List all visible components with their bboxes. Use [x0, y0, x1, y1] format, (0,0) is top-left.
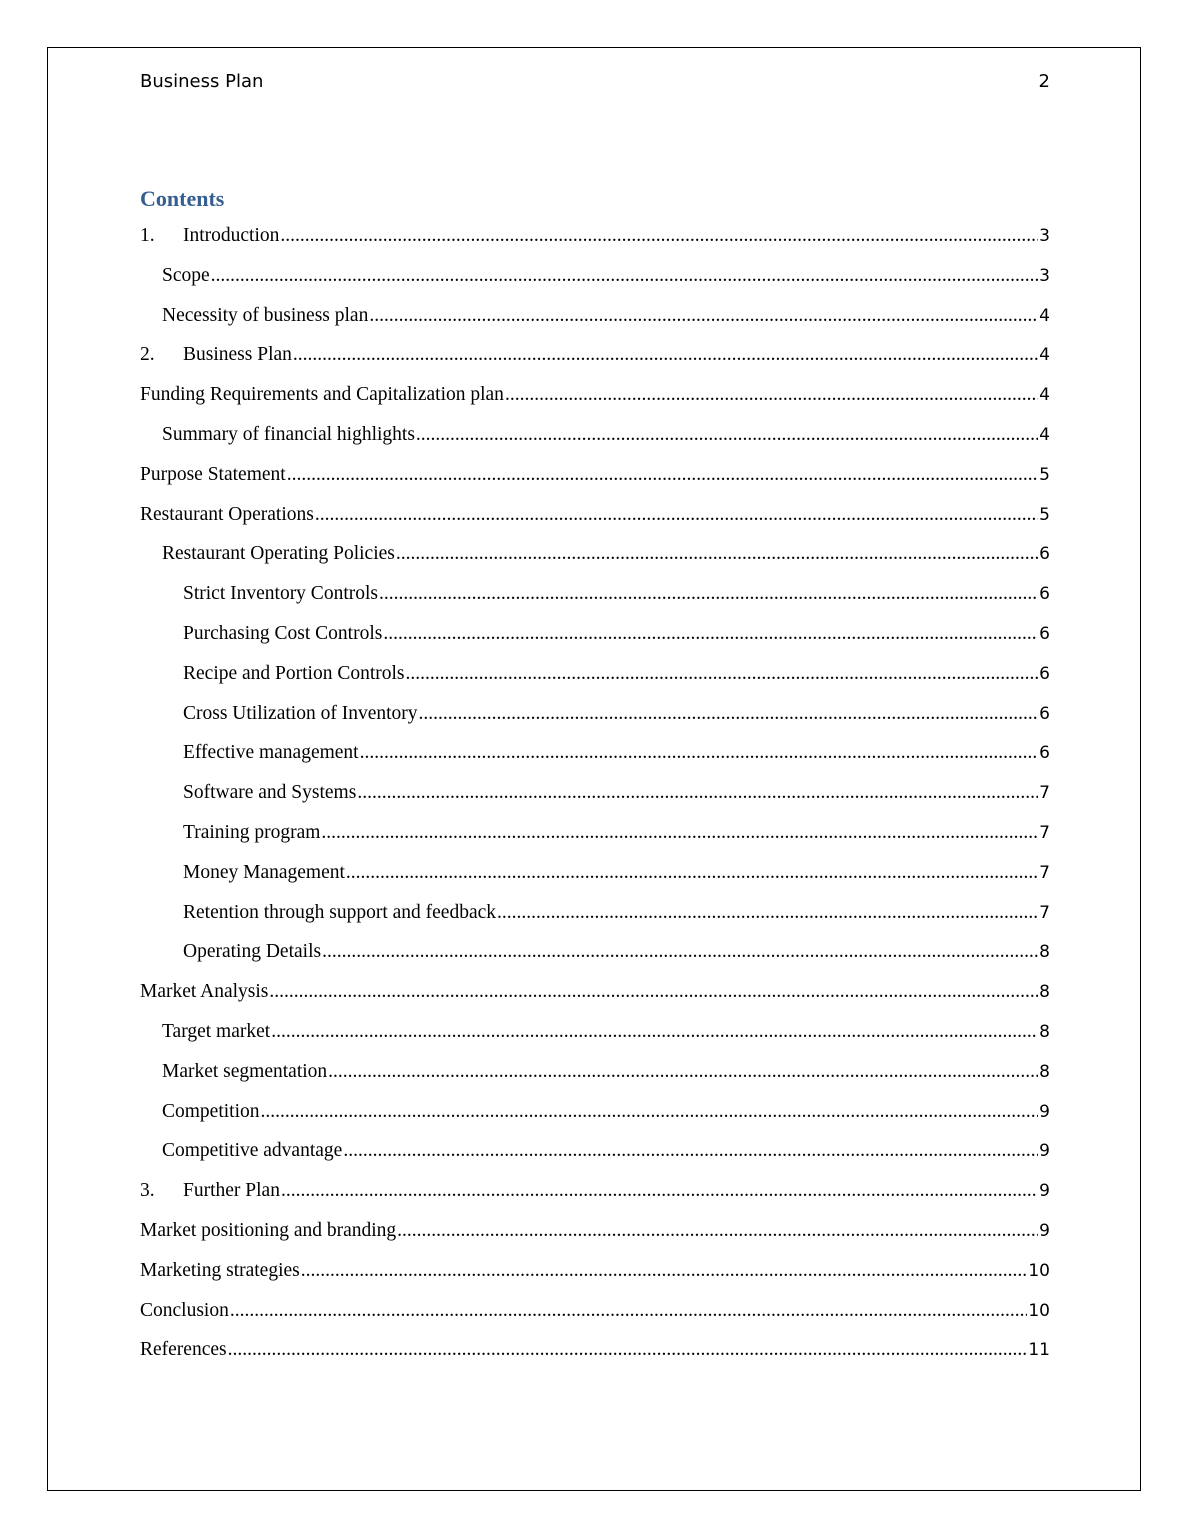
toc-entry[interactable]: [140, 703, 1050, 743]
toc-entry-page: 9: [1039, 1220, 1050, 1241]
toc-entry[interactable]: [140, 862, 1050, 902]
toc-entry-text: Scope: [162, 264, 210, 286]
table-of-contents: [140, 225, 1050, 1379]
toc-entry-text: Restaurant Operations: [140, 503, 314, 525]
toc-dot-leader: [315, 504, 1038, 526]
toc-entry-number: 3.: [140, 1180, 155, 1202]
toc-entry[interactable]: [140, 464, 1050, 504]
toc-entry-page: 8: [1039, 1061, 1050, 1082]
toc-entry[interactable]: [140, 902, 1050, 942]
toc-dot-leader: [396, 543, 1038, 565]
toc-entry[interactable]: [140, 384, 1050, 424]
toc-entry-text: Conclusion: [140, 1299, 229, 1321]
toc-entry[interactable]: [140, 583, 1050, 623]
toc-entry[interactable]: [140, 623, 1050, 663]
toc-entry-page: 8: [1039, 982, 1050, 1003]
toc-dot-leader: [497, 902, 1038, 924]
toc-entry[interactable]: [140, 1140, 1050, 1180]
toc-dot-leader: [346, 862, 1038, 884]
toc-dot-leader: [343, 1140, 1038, 1162]
toc-entry-page: 11: [1028, 1340, 1050, 1361]
toc-entry[interactable]: [140, 1220, 1050, 1260]
toc-entry-page: 3: [1039, 226, 1050, 246]
toc-dot-leader: [281, 1180, 1038, 1202]
toc-entry-page: 5: [1039, 504, 1050, 525]
toc-dot-leader: [406, 663, 1039, 685]
toc-entry[interactable]: [140, 344, 1050, 384]
toc-dot-leader: [379, 583, 1038, 605]
toc-dot-leader: [321, 822, 1038, 844]
toc-entry-page: 4: [1039, 345, 1050, 366]
toc-dot-leader: [261, 1101, 1039, 1123]
toc-entry-page: 10: [1028, 1300, 1050, 1321]
toc-entry[interactable]: [140, 1021, 1050, 1061]
toc-entry-text: Retention through support and feedback: [183, 901, 496, 923]
toc-entry-text: Necessity of business plan: [162, 304, 369, 326]
page-number: 2: [1038, 71, 1050, 92]
toc-entry-text: Funding Requirements and Capitalization plan: [140, 384, 504, 406]
toc-entry-text: Market Analysis: [140, 981, 269, 1003]
toc-entry-page: 7: [1039, 822, 1050, 843]
toc-dot-leader: [383, 623, 1038, 645]
toc-entry[interactable]: [140, 543, 1050, 583]
toc-entry[interactable]: [140, 663, 1050, 703]
toc-entry-page: 9: [1039, 1141, 1050, 1162]
toc-entry-page: 3: [1039, 265, 1050, 286]
toc-entry[interactable]: [140, 1300, 1050, 1340]
toc-dot-leader: [322, 941, 1038, 963]
toc-entry-page: 6: [1039, 703, 1050, 724]
toc-entry[interactable]: [140, 822, 1050, 862]
toc-entry-text: Operating Details: [183, 941, 322, 963]
toc-entry-page: 4: [1039, 305, 1050, 326]
toc-entry-text: Training program: [183, 821, 321, 843]
toc-dot-leader: [360, 742, 1039, 764]
toc-entry-text: Purpose Statement: [140, 463, 286, 485]
toc-entry-page: 9: [1039, 1101, 1050, 1122]
toc-entry[interactable]: [140, 1260, 1050, 1300]
toc-entry[interactable]: [140, 265, 1050, 305]
toc-dot-leader: [269, 981, 1038, 1003]
toc-entry-text: Competitive advantage: [162, 1140, 343, 1162]
toc-entry-text: Market segmentation: [162, 1060, 328, 1082]
toc-dot-leader: [271, 1021, 1038, 1043]
toc-entry-page: 7: [1039, 902, 1050, 923]
toc-entry-page: 5: [1039, 464, 1050, 485]
toc-dot-leader: [328, 1061, 1038, 1083]
toc-entry-page: 10: [1028, 1260, 1050, 1281]
toc-entry[interactable]: [140, 1061, 1050, 1101]
toc-entry-text: Marketing strategies: [140, 1259, 300, 1281]
toc-entry-page: 8: [1039, 1021, 1050, 1042]
toc-dot-leader: [280, 225, 1038, 247]
toc-heading: Contents: [140, 186, 225, 211]
toc-entry-text: Summary of financial highlights: [162, 423, 415, 445]
toc-entry-page: 4: [1039, 385, 1050, 406]
toc-entry-page: 4: [1039, 424, 1050, 445]
toc-entry-text: Recipe and Portion Controls: [183, 662, 405, 684]
toc-entry[interactable]: [140, 782, 1050, 822]
toc-entry-text: Market positioning and branding: [140, 1219, 397, 1241]
toc-entry-page: 6: [1039, 743, 1050, 764]
toc-dot-leader: [287, 464, 1038, 486]
toc-entry[interactable]: [140, 941, 1050, 981]
toc-dot-leader: [301, 1260, 1028, 1282]
toc-dot-leader: [505, 384, 1038, 406]
toc-entry[interactable]: [140, 424, 1050, 464]
toc-entry-page: 6: [1039, 663, 1050, 684]
toc-dot-leader: [211, 265, 1039, 287]
toc-entry[interactable]: [140, 742, 1050, 782]
toc-entry[interactable]: [140, 504, 1050, 544]
toc-entry-text: Further Plan: [183, 1180, 280, 1202]
running-header-title: Business Plan: [140, 71, 264, 92]
toc-dot-leader: [416, 424, 1038, 446]
toc-entry-page: 6: [1039, 544, 1050, 565]
toc-entry-text: Business Plan: [183, 344, 292, 366]
toc-entry-page: 8: [1039, 942, 1050, 963]
toc-entry-text: Strict Inventory Controls: [183, 583, 378, 605]
toc-dot-leader: [419, 703, 1039, 725]
toc-entry-page: 6: [1039, 584, 1050, 605]
toc-entry-page: 7: [1039, 783, 1050, 804]
toc-entry[interactable]: [140, 1180, 1050, 1220]
toc-dot-leader: [369, 305, 1038, 327]
toc-entry-text: Purchasing Cost Controls: [183, 622, 383, 644]
toc-entry-text: Effective management: [183, 742, 359, 764]
toc-entry-number: 1.: [140, 225, 155, 246]
toc-entry-text: Target market: [162, 1020, 271, 1042]
toc-entry-text: References: [140, 1339, 227, 1361]
toc-entry[interactable]: [140, 1339, 1050, 1379]
toc-entry[interactable]: [140, 1101, 1050, 1141]
toc-entry-text: Money Management: [183, 861, 345, 883]
toc-entry-text: Software and Systems: [183, 782, 357, 804]
toc-dot-leader: [230, 1300, 1028, 1322]
toc-entry-page: 7: [1039, 862, 1050, 883]
toc-entry-page: 9: [1039, 1181, 1050, 1202]
toc-entry-page: 6: [1039, 623, 1050, 644]
toc-entry[interactable]: [140, 225, 1050, 265]
toc-entry[interactable]: [140, 305, 1050, 345]
toc-entry[interactable]: [140, 981, 1050, 1021]
toc-dot-leader: [357, 782, 1038, 804]
toc-entry-text: Cross Utilization of Inventory: [183, 702, 418, 724]
toc-dot-leader: [293, 344, 1038, 366]
toc-entry-number: 2.: [140, 344, 155, 366]
toc-entry-text: Competition: [162, 1100, 260, 1122]
toc-dot-leader: [397, 1220, 1038, 1242]
toc-entry-text: Restaurant Operating Policies: [162, 543, 395, 565]
toc-dot-leader: [228, 1339, 1028, 1361]
toc-entry-text: Introduction: [183, 225, 280, 246]
